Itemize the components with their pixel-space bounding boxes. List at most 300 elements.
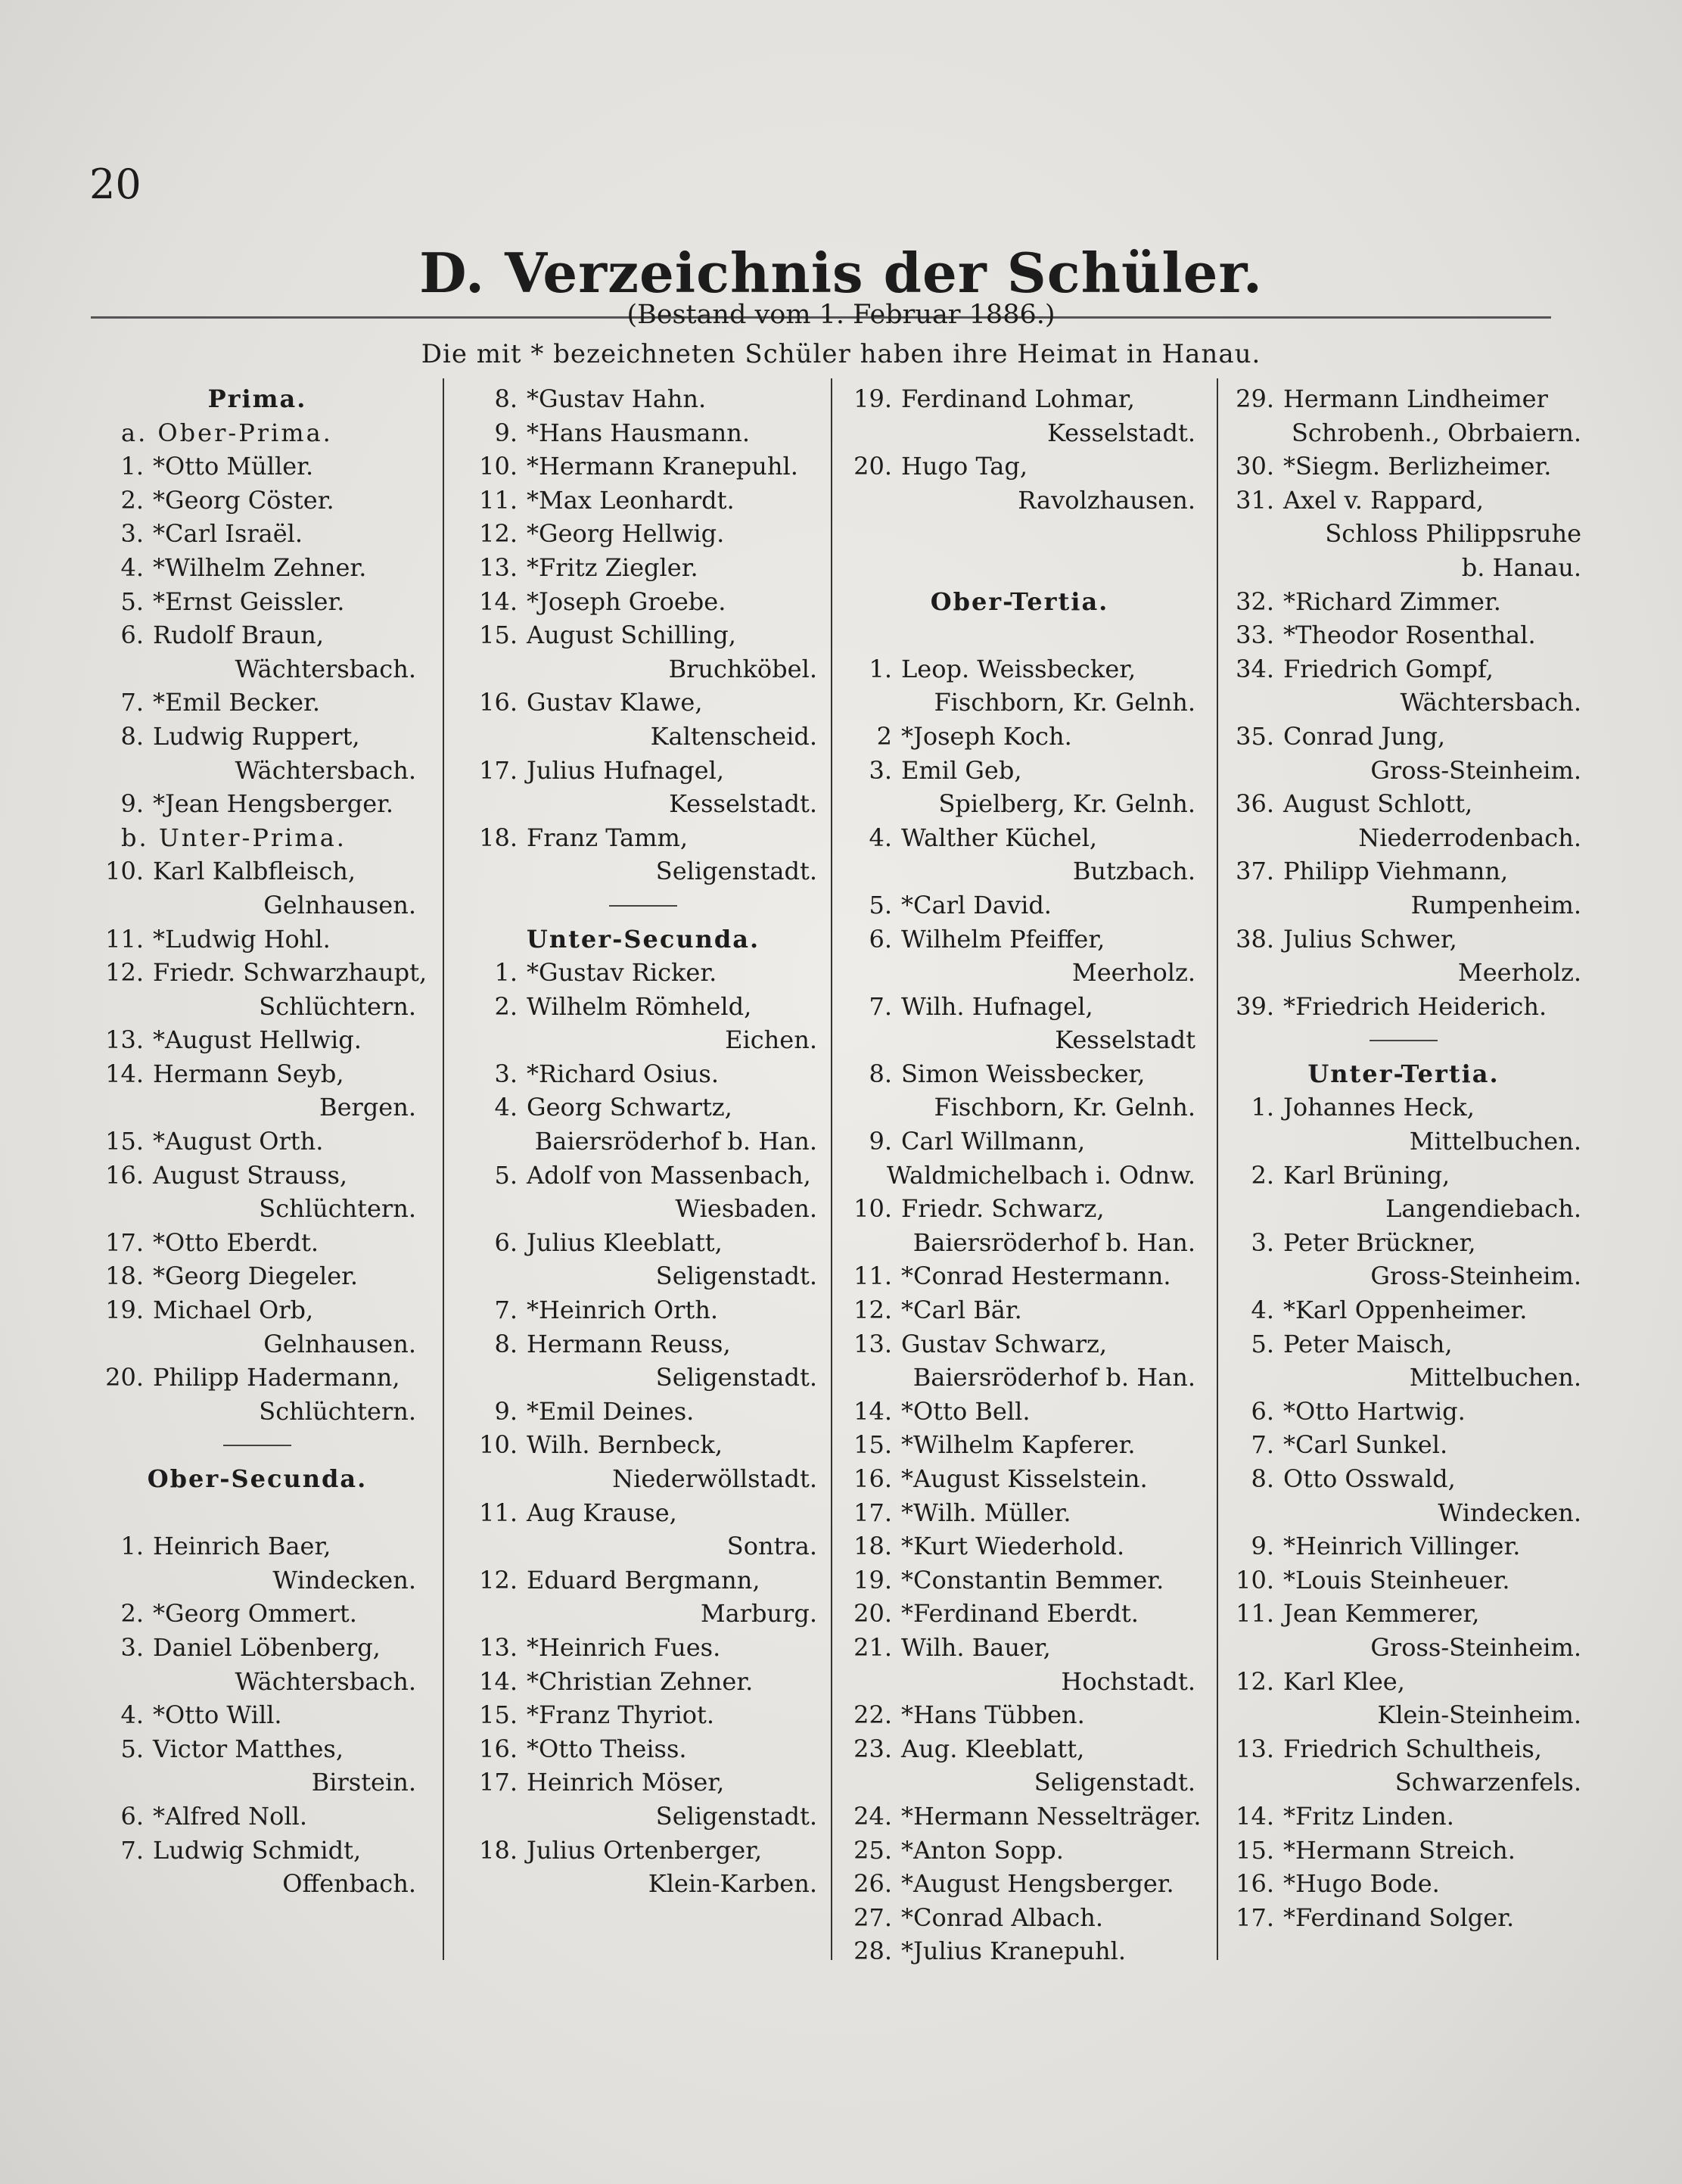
- student-entry: [844, 888, 1195, 922]
- hometown-text: Waldmichelbach i. Odnw.: [886, 1160, 1195, 1190]
- student-entry: [844, 1125, 1195, 1159]
- student-name: Heinrich Baer,: [153, 1532, 331, 1561]
- student-number: 9.: [494, 418, 518, 447]
- student-name: *Hermann Streich.: [1283, 1835, 1516, 1865]
- student-entry: [98, 1226, 416, 1260]
- hometown-text: Klein-Karben.: [648, 1869, 817, 1899]
- student-number: 11.: [853, 1262, 892, 1291]
- student-name: *Hans Tübben.: [901, 1700, 1085, 1730]
- student-hometown: [1226, 754, 1581, 788]
- student-name: Leop. Weissbecker,: [901, 654, 1136, 683]
- student-entry: [1226, 787, 1581, 821]
- student-number: 13.: [479, 1632, 518, 1662]
- student-hometown: [844, 686, 1195, 720]
- student-entry: [469, 1293, 817, 1327]
- student-name: Ferdinand Lohmar,: [901, 384, 1135, 413]
- student-number: 2: [876, 721, 892, 751]
- student-hometown: [844, 484, 1195, 518]
- student-number: 3.: [494, 1059, 518, 1088]
- student-name: Wilh. Bernbeck,: [527, 1430, 723, 1460]
- student-number: 16.: [1236, 1869, 1274, 1899]
- student-name: August Strauss,: [153, 1160, 348, 1190]
- hometown-text: Gross-Steinheim.: [1370, 1262, 1581, 1291]
- student-entry: [469, 585, 817, 619]
- student-name: Gustav Klawe,: [527, 688, 703, 717]
- column-divider: [443, 378, 444, 1960]
- student-name: Axel v. Rappard,: [1283, 485, 1485, 515]
- student-name: *August Hengsberger.: [901, 1869, 1174, 1899]
- student-hometown: [844, 416, 1195, 450]
- subclass-heading: a. Ober-Prima.: [121, 418, 333, 447]
- student-number: 20.: [105, 1363, 144, 1392]
- student-name: *Heinrich Fues.: [527, 1632, 721, 1662]
- student-entry: [1226, 618, 1581, 652]
- student-hometown: [469, 1597, 817, 1631]
- student-number: 11.: [1236, 1599, 1274, 1629]
- student-entry: [844, 1496, 1195, 1530]
- student-hometown: [469, 720, 817, 754]
- class-heading: Ober-Secunda.: [147, 1464, 368, 1493]
- hometown-text: Hochstadt.: [1061, 1666, 1195, 1696]
- student-entry: [1226, 1327, 1581, 1361]
- student-number: 1.: [1251, 1093, 1274, 1122]
- student-hometown: [98, 754, 416, 788]
- student-name: Hermann Reuss,: [527, 1329, 731, 1358]
- student-hometown: [844, 1665, 1195, 1699]
- student-number: 4.: [120, 1700, 144, 1730]
- student-name: Aug. Kleeblatt,: [901, 1734, 1085, 1763]
- hometown-text: Bergen.: [319, 1093, 416, 1122]
- student-number: 15.: [479, 1700, 518, 1730]
- student-number: 9.: [120, 789, 144, 819]
- student-hometown: [98, 1766, 416, 1800]
- student-entry: [1226, 990, 1581, 1024]
- student-name: *Siegm. Berlizheimer.: [1283, 452, 1552, 481]
- student-entry: [469, 1563, 817, 1598]
- student-name: *Fritz Linden.: [1283, 1801, 1454, 1831]
- student-name: *Gustav Hahn.: [527, 384, 707, 413]
- student-entry: [844, 1867, 1195, 1901]
- student-number: 14.: [479, 1666, 518, 1696]
- student-hometown: [844, 787, 1195, 821]
- student-number: 10.: [479, 1430, 518, 1460]
- student-hometown: [98, 888, 416, 922]
- student-number: 5.: [494, 1160, 518, 1190]
- student-name: *Karl Oppenheimer.: [1283, 1296, 1528, 1325]
- student-entry: [844, 1901, 1195, 1935]
- student-number: 24.: [853, 1801, 892, 1831]
- student-number: 14.: [479, 586, 518, 616]
- student-entry: [469, 1766, 817, 1800]
- hometown-text: Rumpenheim.: [1410, 890, 1581, 919]
- student-number: 2.: [1251, 1160, 1274, 1190]
- student-entry: [469, 1428, 817, 1462]
- page-number: 20: [89, 160, 141, 208]
- student-name: Emil Geb,: [901, 755, 1022, 785]
- student-entry: [1226, 382, 1581, 416]
- student-hometown: [469, 1462, 817, 1496]
- student-name: *Franz Thyriot.: [527, 1700, 715, 1730]
- student-entry: [98, 551, 416, 585]
- student-number: 3.: [1251, 1227, 1274, 1257]
- hometown-text: Gelnhausen.: [263, 890, 416, 919]
- student-number: 4.: [494, 1093, 518, 1122]
- student-entry: [98, 450, 416, 484]
- student-number: 9.: [1251, 1532, 1274, 1561]
- student-entry: [1226, 1226, 1581, 1260]
- student-hometown: [469, 1529, 817, 1563]
- student-name: Franz Tamm,: [527, 823, 689, 852]
- student-name: *Kurt Wiederhold.: [901, 1532, 1125, 1561]
- student-name: Friedr. Schwarz,: [901, 1194, 1105, 1224]
- hometown-text: Schlüchtern.: [259, 1396, 416, 1426]
- student-entry: [844, 1293, 1195, 1327]
- student-name: *Richard Zimmer.: [1283, 586, 1501, 616]
- student-number: 22.: [853, 1700, 892, 1730]
- student-number: 32.: [1236, 586, 1274, 616]
- student-column-4: [1226, 382, 1581, 1934]
- spacer: [844, 618, 1195, 652]
- student-name: *Wilh. Müller.: [901, 1498, 1071, 1527]
- hometown-text: Wächtersbach.: [235, 654, 416, 683]
- student-name: *Conrad Albach.: [901, 1902, 1103, 1932]
- student-number: 17.: [105, 1227, 144, 1257]
- student-entry: [1226, 1293, 1581, 1327]
- student-number: 25.: [853, 1835, 892, 1865]
- student-number: 20.: [853, 1599, 892, 1629]
- student-number: 1.: [120, 452, 144, 481]
- student-name: *Ernst Geissler.: [153, 586, 345, 616]
- student-hometown: [98, 1327, 416, 1361]
- student-name: Michael Orb,: [153, 1296, 314, 1325]
- student-hometown: [469, 1800, 817, 1834]
- student-hometown: [98, 1395, 416, 1429]
- student-number: 35.: [1236, 721, 1274, 751]
- student-name: Wilh. Hufnagel,: [901, 991, 1093, 1021]
- student-entry: [469, 1834, 817, 1868]
- student-name: Eduard Bergmann,: [527, 1565, 760, 1594]
- student-name: *Carl Israël.: [153, 519, 303, 549]
- student-name: *Christian Zehner.: [527, 1666, 754, 1696]
- section-separator: [98, 1428, 416, 1462]
- student-number: 29.: [1236, 384, 1274, 413]
- student-number: 27.: [853, 1902, 892, 1932]
- student-name: *Emil Becker.: [153, 688, 320, 717]
- student-entry: [469, 382, 817, 416]
- student-hometown: [469, 1023, 817, 1057]
- student-number: 13.: [105, 1025, 144, 1055]
- student-entry: [844, 1698, 1195, 1732]
- student-name: August Schlott,: [1283, 789, 1473, 819]
- student-name: Otto Osswald,: [1283, 1464, 1456, 1493]
- hometown-text: Baiersröderhof b. Han.: [534, 1127, 817, 1156]
- hometown-text: Schlüchtern.: [259, 991, 416, 1021]
- student-entry: [98, 854, 416, 888]
- student-hometown: [1226, 1698, 1581, 1732]
- student-name: *Joseph Groebe.: [527, 586, 726, 616]
- student-number: 37.: [1236, 857, 1274, 886]
- student-hometown: [98, 1665, 416, 1699]
- student-number: 7.: [494, 1296, 518, 1325]
- subclass-heading: b. Unter-Prima.: [121, 823, 347, 852]
- student-entry: [98, 787, 416, 821]
- student-name: *Conrad Hestermann.: [901, 1262, 1171, 1291]
- student-number: 26.: [853, 1869, 892, 1899]
- hometown-text: Bruchköbel.: [668, 654, 817, 683]
- student-number: 15.: [105, 1127, 144, 1156]
- student-number: 28.: [853, 1937, 892, 1966]
- student-number: 13.: [1236, 1734, 1274, 1763]
- hometown-text: Gross-Steinheim.: [1370, 1632, 1581, 1662]
- student-hometown: [1226, 1496, 1581, 1530]
- student-name: Julius Hufnagel,: [527, 755, 724, 785]
- student-name: *Otto Will.: [153, 1700, 282, 1730]
- student-name: Hermann Lindheimer: [1283, 384, 1548, 413]
- student-hometown: [98, 652, 416, 686]
- hometown-text: Spielberg, Kr. Gelnh.: [938, 789, 1195, 819]
- student-entry: [98, 956, 427, 990]
- student-entry: [1226, 1800, 1581, 1834]
- student-name: Ludwig Schmidt,: [153, 1835, 362, 1865]
- hometown-text: Seligenstadt.: [655, 1262, 817, 1291]
- student-number: 1.: [120, 1532, 144, 1561]
- student-entry: [1226, 1159, 1581, 1193]
- student-name: Wilh. Bauer,: [901, 1632, 1051, 1662]
- hometown-text: Klein-Steinheim.: [1377, 1700, 1581, 1730]
- student-entry: [469, 1698, 817, 1732]
- hometown-text: Kesselstadt.: [1047, 418, 1195, 447]
- hometown-text: Ravolzhausen.: [1018, 485, 1195, 515]
- student-entry: [844, 1259, 1195, 1293]
- student-name: Friedr. Schwarzhaupt,: [153, 958, 427, 988]
- hometown-text: Mittelbuchen.: [1409, 1127, 1581, 1156]
- student-entry: [98, 1597, 416, 1631]
- student-column-2: [469, 382, 817, 1901]
- student-number: 33.: [1236, 621, 1274, 650]
- student-hometown: [469, 1192, 817, 1226]
- student-name: *Georg Ommert.: [153, 1599, 357, 1629]
- hometown-text: Fischborn, Kr. Gelnh.: [934, 688, 1195, 717]
- student-entry: [469, 990, 817, 1024]
- student-number: 8.: [494, 1329, 518, 1358]
- student-entry: [469, 618, 817, 652]
- student-name: *Max Leonhardt.: [527, 485, 735, 515]
- student-hometown: [469, 787, 817, 821]
- student-entry: [844, 1834, 1195, 1868]
- spacer: [98, 1496, 416, 1530]
- student-hometown: [98, 1563, 416, 1598]
- student-number: 5.: [120, 586, 144, 616]
- student-hometown: [1226, 956, 1581, 990]
- student-number: 4.: [1251, 1296, 1274, 1325]
- student-number: 14.: [105, 1059, 144, 1088]
- student-number: 16.: [479, 688, 518, 717]
- heimat-note: Die mit * bezeichneten Schüler haben ihre Heimat in Hanau.: [421, 339, 1261, 369]
- student-hometown: [844, 854, 1195, 888]
- student-number: 17.: [479, 755, 518, 785]
- student-hometown: [844, 1090, 1195, 1125]
- student-entry: [844, 1732, 1195, 1766]
- student-name: Friedrich Schultheis,: [1283, 1734, 1542, 1763]
- spacer: [844, 517, 1195, 551]
- student-name: *Wilhelm Zehner.: [153, 552, 367, 582]
- student-entry: [469, 416, 817, 450]
- student-entry: [844, 922, 1195, 957]
- student-number: 15.: [479, 621, 518, 650]
- hometown-text: Mittelbuchen.: [1409, 1363, 1581, 1392]
- page-title: D. Verzeichnis der Schüler.: [419, 241, 1263, 305]
- student-name: Wilhelm Pfeiffer,: [901, 924, 1105, 954]
- student-hometown: [98, 1090, 416, 1125]
- hometown-text: Baiersröderhof b. Han.: [913, 1363, 1195, 1392]
- student-entry: [1226, 585, 1581, 619]
- section-separator: [469, 888, 817, 922]
- student-name: Hugo Tag,: [901, 452, 1028, 481]
- student-name: Julius Ortenberger,: [527, 1835, 763, 1865]
- student-name: *Alfred Noll.: [153, 1801, 307, 1831]
- student-entry: [469, 754, 817, 788]
- student-entry: [1226, 1867, 1581, 1901]
- student-entry: [844, 1327, 1195, 1361]
- student-entry: [1226, 1597, 1581, 1631]
- student-hometown: [469, 854, 817, 888]
- student-name: *Carl David.: [901, 890, 1052, 919]
- class-heading: Prima.: [207, 384, 307, 413]
- student-entry: [1226, 1529, 1581, 1563]
- student-name: *Richard Osius.: [527, 1059, 719, 1088]
- student-name: Peter Maisch,: [1283, 1329, 1453, 1358]
- hometown-text: Offenbach.: [282, 1869, 416, 1899]
- student-name: Philipp Hadermann,: [153, 1363, 400, 1392]
- hometown-text: Seligenstadt.: [655, 1363, 817, 1392]
- student-entry: [844, 1057, 1195, 1091]
- student-number: 15.: [853, 1430, 892, 1460]
- student-name: *Otto Theiss.: [527, 1734, 687, 1763]
- student-entry: [1226, 484, 1581, 518]
- student-entry: [98, 517, 416, 551]
- hometown-text: Seligenstadt.: [655, 1801, 817, 1831]
- student-entry: [98, 1529, 416, 1563]
- student-entry: [469, 1159, 817, 1193]
- student-name: *Carl Sunkel.: [1283, 1430, 1448, 1460]
- student-hometown: [1226, 1766, 1581, 1800]
- student-entry: [98, 618, 416, 652]
- hometown-text: Schlüchtern.: [259, 1194, 416, 1224]
- student-name: *Louis Steinheuer.: [1283, 1565, 1510, 1594]
- hometown-text: Wächtersbach.: [1400, 688, 1581, 717]
- student-number: 7.: [120, 1835, 144, 1865]
- student-entry: [844, 821, 1195, 855]
- student-number: 11.: [105, 924, 144, 954]
- hometown-text: Eichen.: [725, 1025, 817, 1055]
- student-number: 4.: [120, 552, 144, 582]
- student-name: Carl Willmann,: [901, 1127, 1086, 1156]
- student-entry: [469, 1631, 817, 1665]
- student-name: Simon Weissbecker,: [901, 1059, 1146, 1088]
- page-subtitle: (Bestand vom 1. Februar 1886.): [626, 300, 1056, 330]
- hometown-text: Windecken.: [272, 1565, 416, 1594]
- student-name: Gustav Schwarz,: [901, 1329, 1108, 1358]
- student-name: *Georg Hellwig.: [527, 519, 725, 549]
- student-number: 11.: [479, 1498, 518, 1527]
- student-hometown: [98, 1192, 416, 1226]
- student-name: *Emil Deines.: [527, 1396, 695, 1426]
- student-hometown: [1226, 1192, 1581, 1226]
- student-number: 10.: [1236, 1565, 1274, 1594]
- student-entry: [469, 686, 817, 720]
- student-entry: [1226, 1395, 1581, 1429]
- student-number: 17.: [1236, 1902, 1274, 1932]
- student-entry: [844, 990, 1195, 1024]
- student-hometown: [469, 1867, 817, 1901]
- student-entry: [469, 1496, 817, 1530]
- student-name: *Anton Sopp.: [901, 1835, 1064, 1865]
- student-number: 12.: [853, 1296, 892, 1325]
- student-hometown: [469, 1259, 817, 1293]
- student-hometown: [469, 652, 817, 686]
- student-entry: [469, 517, 817, 551]
- student-number: 7.: [869, 991, 892, 1021]
- student-number: 19.: [853, 1565, 892, 1594]
- student-entry: [844, 1563, 1195, 1598]
- student-hometown: [1226, 821, 1581, 855]
- student-entry: [98, 585, 416, 619]
- student-number: 7.: [120, 688, 144, 717]
- class-heading: Ober-Tertia.: [930, 586, 1109, 616]
- student-hometown: [1226, 416, 1581, 450]
- student-hometown: [844, 1766, 1195, 1800]
- student-hometown: [844, 1361, 1195, 1395]
- hometown-text: Schloss Philippsruhe: [1325, 519, 1581, 549]
- student-name: Philipp Viehmann,: [1283, 857, 1509, 886]
- student-entry: [844, 754, 1195, 788]
- student-name: *Otto Eberdt.: [153, 1227, 319, 1257]
- student-hometown: [469, 1361, 817, 1395]
- hometown-text: Gelnhausen.: [263, 1329, 416, 1358]
- student-number: 6.: [494, 1227, 518, 1257]
- student-number: 7.: [1251, 1430, 1274, 1460]
- student-number: 38.: [1236, 924, 1274, 954]
- student-number: 2.: [120, 1599, 144, 1629]
- student-name: *Hermann Nesselträger.: [901, 1801, 1202, 1831]
- student-number: 23.: [853, 1734, 892, 1763]
- student-entry: [98, 1834, 416, 1868]
- student-entry: [1226, 720, 1581, 754]
- student-number: 34.: [1236, 654, 1274, 683]
- student-name: Heinrich Möser,: [527, 1768, 725, 1797]
- student-number: 18.: [479, 823, 518, 852]
- student-hometown: [844, 1226, 1195, 1260]
- student-entry: [1226, 1563, 1581, 1598]
- hometown-text: b. Hanau.: [1461, 552, 1581, 582]
- student-number: 1.: [494, 958, 518, 988]
- student-entry: [469, 821, 817, 855]
- student-number: 1.: [869, 654, 892, 683]
- student-hometown: [98, 1867, 416, 1901]
- student-entry: [98, 1159, 416, 1193]
- student-name: Friedrich Gompf,: [1283, 654, 1494, 683]
- student-number: 30.: [1236, 452, 1274, 481]
- hometown-text: Fischborn, Kr. Gelnh.: [934, 1093, 1195, 1122]
- student-number: 39.: [1236, 991, 1274, 1021]
- student-entry: [1226, 1665, 1581, 1699]
- hometown-text: Windecken.: [1438, 1498, 1581, 1527]
- student-entry: [98, 1023, 416, 1057]
- student-entry: [469, 956, 817, 990]
- student-column-3: [844, 382, 1202, 1968]
- student-name: Julius Schwer,: [1283, 924, 1457, 954]
- student-number: 13.: [853, 1329, 892, 1358]
